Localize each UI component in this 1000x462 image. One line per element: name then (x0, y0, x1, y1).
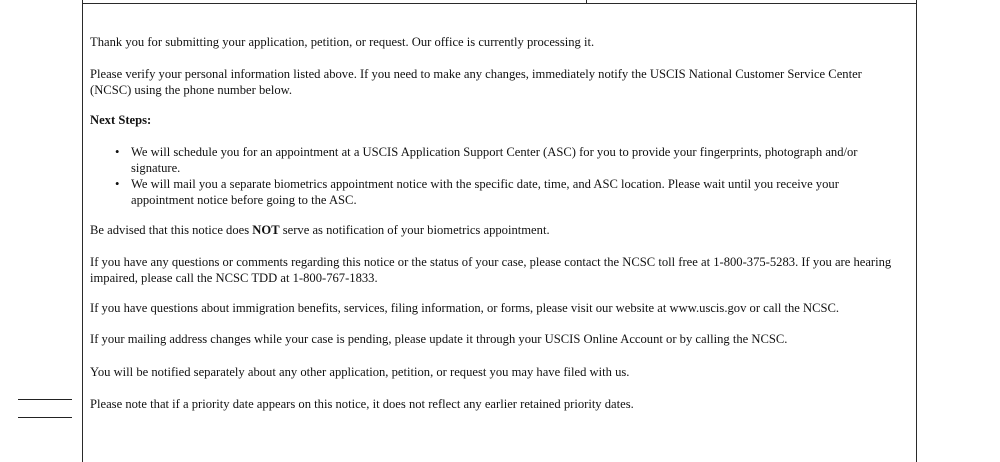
advised-text-start: Be advised that this notice does (90, 223, 253, 237)
advised-paragraph (90, 222, 895, 238)
address-change-paragraph: If your mailing address changes while your case is pending, please update it through your USCIS Online Account or by calling the NCSC. (90, 332, 788, 346)
margin-rule-lower (18, 417, 72, 418)
thanks-paragraph: Thank you for submitting your application, petition, or request. Our office is currently processing it. (90, 35, 595, 49)
next-steps-list (90, 144, 895, 208)
website-paragraph: If you have questions about immigration benefits, services, filing information, or forms, please visit our website at www.uscis.gov or call the NCSC. (90, 301, 840, 315)
margin-rule-upper (18, 399, 72, 400)
bullet-icon: • (115, 145, 120, 159)
priority-date-paragraph: Please note that if a priority date appears on this notice, it does not reflect any earlier retained priority dates. (90, 397, 634, 411)
bullet-icon: • (115, 177, 120, 191)
verify-info-paragraph: Please verify your personal information listed above. If you need to make any changes, immediately notify the USCIS National Customer Service Center (NCSC) using the phone number below. (90, 67, 862, 97)
next-step-item (90, 176, 895, 208)
next-steps-heading: Next Steps: (90, 113, 152, 127)
advised-text-emphasis: NOT (252, 223, 280, 237)
next-step-text: We will schedule you for an appointment at a USCIS Application Support Center (ASC) for you to provide your fingerprints, photograph and/or signature. (131, 145, 858, 175)
notified-paragraph: You will be notified separately about any other application, petition, or request you may have filed with us. (90, 365, 630, 379)
advised-text-end: serve as notification of your biometrics appointment. (279, 223, 550, 237)
next-step-item (90, 144, 895, 176)
questions-paragraph: If you have any questions or comments regarding this notice or the status of your case, please contact the NCSC toll free at 1-800-375-5283. If you are hearing impaired, please call the NCSC TDD at 1-800-767-1833. (90, 255, 892, 285)
next-step-text: We will mail you a separate biometrics appointment notice with the specific date, time, and ASC location. Please wait until you receive your appointment notice before going to the ASC. (131, 177, 839, 207)
